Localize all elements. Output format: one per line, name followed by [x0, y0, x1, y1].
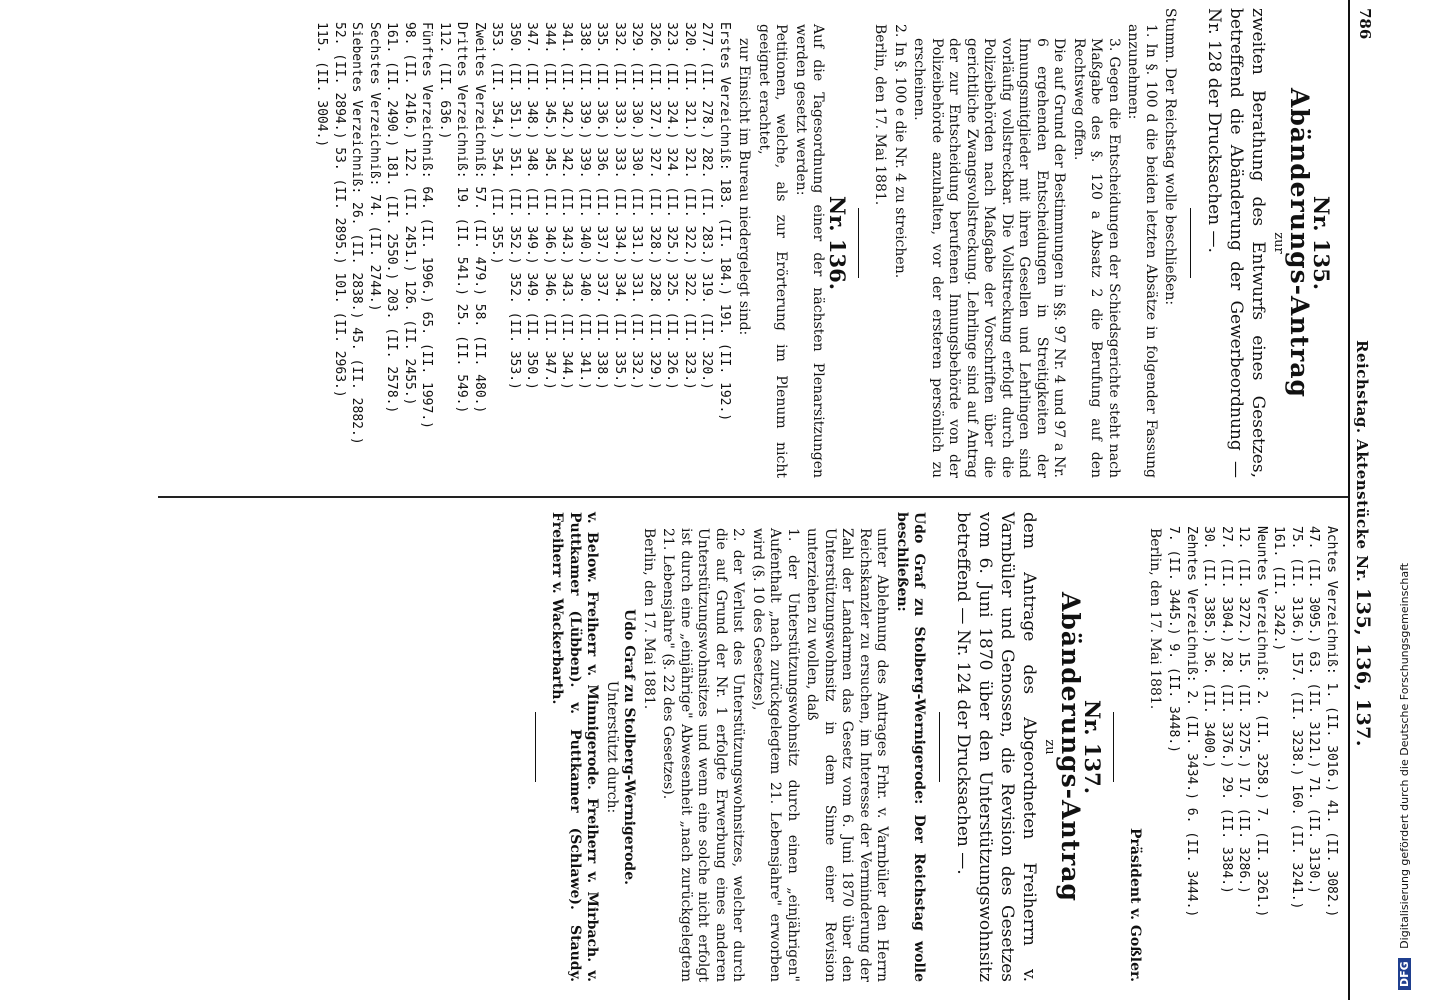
petition-list-line: 326. (II. 327.) 327. (II. 328.) 328. (II. 329.)	[647, 22, 662, 390]
petition-list-line: 27. (II. 3304.) 28. (II. 3376.) 29. (II. 3384.)	[1219, 526, 1234, 894]
petition-list-line: 98. (II. 2416.) 122. (II. 2451.) 126. (II. 2455.)	[402, 22, 417, 406]
divider-rule	[858, 208, 859, 278]
nr137-subject: dem Antrage des Abgeordneten Freiherrn v. Varnbüler und Genossen, die Revision des Gesetzes vom 6. Juni 1870 über den Unterstützungswohnsitz betreffend — Nr. 124 der Drucksachen —.	[953, 512, 1040, 982]
petition-list-line: Sechstes Verzeichniß: 74. (II. 2744.)	[367, 22, 382, 312]
running-header	[1348, 0, 1380, 1000]
nr137-title: Abänderungs-Antrag	[1056, 591, 1086, 903]
rotated-page	[40, 0, 1380, 1000]
nr135-number: Nr. 135.	[1309, 195, 1334, 291]
divider-rule	[1191, 208, 1192, 278]
petition-list-line: 347. (II. 348.) 348. (II. 349.) 349. (II. 350.)	[524, 22, 540, 390]
nr135-title: Abänderungs-Antrag	[1285, 87, 1315, 399]
nr135-item1-para3: 3. Gegen die Entscheidungen der Schiedsgerichte steht nach Maßgabe des §. 120 a Absatz 2 die Berufung auf den Rechtsweg offen.	[1071, 38, 1122, 478]
petition-list-line: 353. (II. 354.) 354. (II. 355.)	[489, 22, 505, 265]
petition-list-line: 75. (II. 3136.) 157. (II. 3238.) 160. (II. 3241.)	[1289, 526, 1304, 910]
nr136-signature: Präsident v. Goßler.	[1127, 828, 1144, 982]
petition-list-line: Siebentes Verzeichniß: 26. (II. 2838.) 45. (II. 2882.)	[349, 22, 365, 445]
petition-list-line: Achtes Verzeichniß: 1. (II. 3016.) 41. (II. 3082.)	[1324, 526, 1339, 918]
column-divider	[158, 496, 1348, 498]
petition-list-line: Erstes Verzeichniß: 183. (II. 184.) 191. (II. 192.)	[717, 22, 732, 422]
nr137-supporters: v. Below. Freiherr v. Minnigerode. Freiherr v. Mirbach. v. Puttkamer (Lübben). v. Puttkamer (Schlawe). Staudy. Freiherr v. Wackerbarth.	[549, 512, 601, 982]
nr135-item1: 1. In §. 100 d die beiden letzten Absätze in folgender Fassung anzunehmen:	[1125, 24, 1159, 478]
nr137-request: unter Ablehnung des Antrages Frhr. v. Varnbüler den Herrn Reichskanzler zu ersuchen, im Interesse der Verminderung der Zahl der Landarmen das Gesetz vom 6. Juni 1870 über den Unterstützungswohnsitz in dem Sinne einer Revision unterziehen zu wollen, daß	[804, 528, 891, 982]
petition-list-line: 341. (II. 342.) 342. (II. 343.) 343. (II. 344.)	[559, 22, 575, 390]
petition-list-line: 344. (II. 345.) 345. (II. 346.) 346. (II. 347.)	[542, 22, 557, 390]
nr135-zur: zur	[1271, 232, 1286, 254]
petition-list-continued	[1165, 512, 1340, 982]
nr136-intro2: Petitionen, welche, als zur Erörterung im Plenum nicht geeignet erachtet,	[756, 24, 790, 478]
nr137-date: Berlin, den 17. Mai 1881.	[641, 528, 657, 710]
nr136-date: Berlin, den 17. Mai 1881.	[1147, 528, 1163, 710]
petition-list-line: 112. (II. 636.)	[437, 22, 452, 140]
nr135-item1-para4: Die auf Grund der Bestimmungen in §§. 97 Nr. 4 und 97 a Nr. 6 ergehenden Entscheidungen in Streitigkeiten der Innungsmitglieder mit ihren Gesellen und Lehrlingen sind vorläufig vollstreckbar. Die Vollstreckung erfolgt durch die Polizeibehörden nach Maßgabe der Vorschriften über die gerichtliche Zwangsvollstreckung. Lehrlinge sind auf Antrag der zur Entscheidung berufenen Innungsbehörde von der Polizeibehörde anzuhalten, vor der ersteren persönlich zu erscheinen.	[911, 38, 1068, 478]
nr135-motion: Stumm. Der Reichstag wolle beschließen:	[1162, 8, 1179, 306]
page-number: 786	[1356, 8, 1374, 40]
nr135-item2: 2. In §. 100 e die Nr. 4 zu streichen.	[892, 24, 908, 279]
petition-list-line: 161. (II. 3242.)	[1271, 526, 1287, 652]
nr136-intro3: zur Einsicht im Bureau niedergelegt sind:	[736, 38, 753, 336]
nr137-item1: 1. der Unterstützungswohnsitz durch einen „einjährigen" Aufenthalt „nach zurückgelegtem 21. Lebensjahre" erworben wird (§. 10 des Gesetzes),	[750, 528, 801, 982]
petition-list-line: Neuntes Verzeichniß: 2. (II. 3258.) 7. (II. 3261.)	[1254, 526, 1269, 918]
running-title-text: Reichstag. Aktenstücke Nr.	[1353, 340, 1371, 583]
right-column	[523, 512, 1340, 982]
petition-list-line: Zweites Verzeichniß: 57. (II. 479.) 58. (II. 480.)	[472, 22, 487, 414]
nr137-number: Nr. 137.	[1080, 699, 1105, 795]
petition-list-line: 277. (II. 278.) 282. (II. 283.) 319. (II. 320.)	[699, 22, 715, 390]
petition-list-line: 329. (II. 330.) 330. (II. 331.) 331. (II. 332.)	[629, 22, 645, 390]
nr137-mover: Udo Graf zu Stolberg-Wernigerode.	[621, 609, 638, 885]
nr137-motion: Udo Graf zu Stolberg-Wernigerode: Der Reichstag wolle beschließen:	[894, 512, 928, 982]
running-title-numbers: 135, 136, 137.	[1352, 587, 1374, 748]
nr137-supported-label: Unterstützt durch:	[604, 680, 620, 814]
petition-list-line: 320. (II. 321.) 321. (II. 322.) 322. (II. 323.)	[682, 22, 697, 390]
divider-rule	[1113, 712, 1114, 782]
petition-list-line: 350. (II. 351.) 351. (II. 352.) 352. (II. 353.)	[507, 22, 522, 390]
petition-list-line: 47. (II. 3095.) 63. (II. 3121.) 71. (II. 3130.)	[1306, 526, 1322, 894]
dfg-logo: DFG	[1398, 958, 1411, 990]
petition-list-line: 338. (II. 339.) 339. (II. 340.) 340. (II. 341.)	[577, 22, 592, 390]
divider-rule	[940, 712, 941, 782]
running-title	[1352, 340, 1374, 747]
digitization-note	[1398, 10, 1411, 990]
petition-list	[313, 8, 733, 478]
petition-list-line: 12. (II. 3272.) 15. (II. 3275.) 17. (II. 3286.)	[1236, 526, 1252, 894]
petition-list-line: 30. (II. 3385.) 36. (II. 3400.)	[1201, 526, 1217, 769]
nr137-zu: zu	[1042, 739, 1057, 755]
petition-list-line: 7. (II. 3445.) 9. (II. 3448.)	[1166, 526, 1182, 753]
petition-list-line: 335. (II. 336.) 336. (II. 337.) 337. (II. 338.)	[594, 22, 610, 390]
divider-rule	[535, 712, 536, 782]
petition-list-line: 332. (II. 333.) 333. (II. 334.) 334. (II. 335.)	[612, 22, 627, 390]
left-column	[313, 8, 1340, 478]
nr136-intro: Auf die Tagesordnung einer der nächsten Plenarsitzungen werden gesetzt werden:	[793, 24, 827, 478]
petition-list-line: 161. (II. 2490.) 181. (II. 2550.) 203. (II. 2578.)	[384, 22, 400, 414]
petition-list-line: 115. (II. 3004.)	[314, 22, 330, 148]
petition-list-line: 52. (II. 2894.) 53. (II. 2895.) 101. (II. 2963.)	[332, 22, 347, 398]
nr136-number: Nr. 136.	[825, 195, 850, 291]
digitization-text: Digitalisierung gefördert durch die Deutsche Forschungsgemeinschaft	[1398, 562, 1411, 949]
petition-list-line: Drittes Verzeichniß: 19. (II. 541.) 25. (II. 549.)	[454, 22, 470, 414]
petition-list-line: Zehntes Verzeichniß: 2. (II. 3434.) 6. (II. 3444.)	[1184, 526, 1199, 918]
nr135-date: Berlin, den 17. Mai 1881.	[872, 24, 889, 206]
nr135-subject: zweiten Berathung des Entwurfs eines Gesetzes, betreffend die Abänderung der Gewerbeordnung — Nr. 128 der Drucksachen —.	[1204, 8, 1269, 478]
nr137-item2: 2. der Verlust des Unterstützungswohnsitzes, welcher durch die auf Grund der Nr. 1 erfolgte Erwerbung eines anderen Unterstützungswohnsitzes und wenn eine solche nicht erfolgt ist durch eine „einjährige" Abwesenheit „nach zurückgelegtem 21. Lebensjahre" (§. 22 des Gesetzes).	[660, 528, 747, 982]
petition-list-line: 323. (II. 324.) 324. (II. 325.) 325. (II. 326.)	[664, 22, 680, 390]
petition-list-line: Fünftes Verzeichniß: 64. (II. 1996.) 65. (II. 1997.)	[419, 22, 435, 429]
